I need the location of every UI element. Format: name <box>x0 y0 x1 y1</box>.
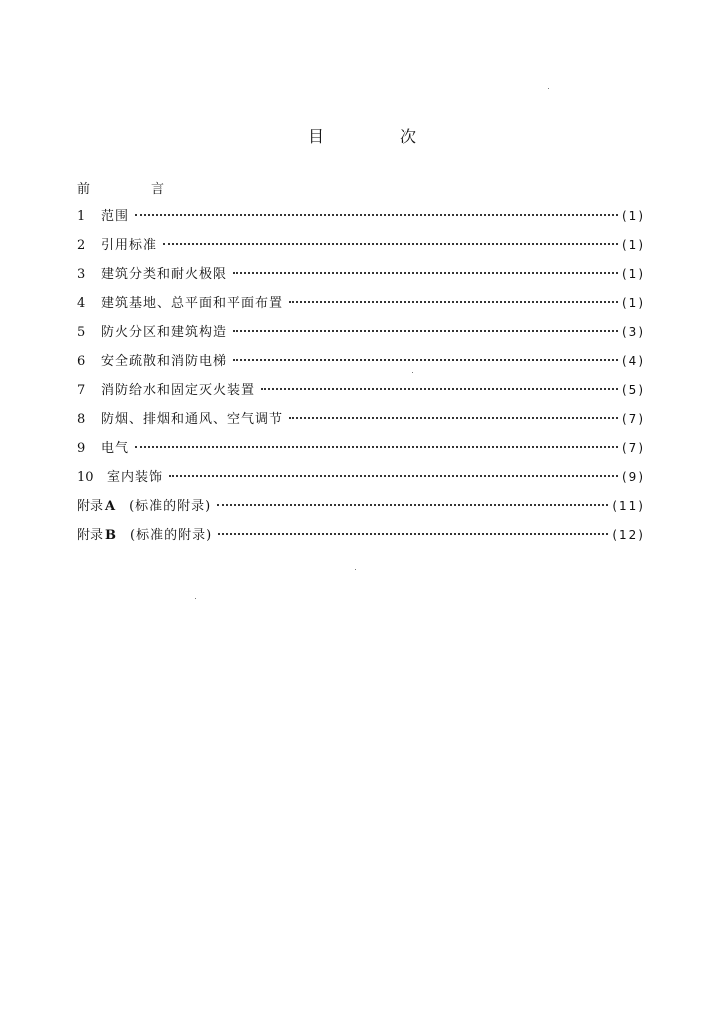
toc-appendix-label: (标准的附录) <box>129 499 212 514</box>
toc-leader-dots <box>217 503 608 506</box>
scan-speck <box>355 569 356 570</box>
scan-speck <box>548 88 549 89</box>
toc-entry-label: 建筑基地、总平面和平面布置 <box>101 296 284 311</box>
toc-leader-dots <box>233 358 618 361</box>
toc-appendix-letter: B <box>105 528 117 543</box>
toc-leader-dots <box>163 242 618 245</box>
toc-entry-number: 5 <box>77 325 86 340</box>
toc-entry-page: (1) <box>622 209 645 223</box>
toc-entry-number: 1 <box>77 209 86 224</box>
scan-speck <box>412 372 413 373</box>
toc-entry-label: 防火分区和建筑构造 <box>101 325 228 340</box>
toc-entry-label: 室内装饰 <box>107 470 164 485</box>
toc-entry-number: 8 <box>77 412 86 427</box>
toc-entry-4[interactable] <box>77 293 645 322</box>
toc-entry-page: (1) <box>622 267 645 281</box>
toc-preface: 前 言 <box>77 182 189 197</box>
toc-entry-page: (1) <box>622 296 645 310</box>
toc-entry-label: 防烟、排烟和通风、空气调节 <box>101 412 284 427</box>
toc-leader-dots <box>261 387 618 390</box>
toc-leader-dots <box>135 213 618 216</box>
toc-entry-number: 7 <box>77 383 86 398</box>
toc-entry-number: 3 <box>77 267 86 282</box>
toc-entry-page: (9) <box>622 470 645 484</box>
toc-entry-number: 9 <box>77 441 86 456</box>
toc-appendix-heading <box>77 526 116 546</box>
toc-appendix-label: (标准的附录) <box>130 528 213 543</box>
toc-appendix-prefix: 附录 <box>77 528 104 543</box>
toc-leader-dots <box>289 300 618 303</box>
toc-entry-label: 消防给水和固定灭火装置 <box>101 383 256 398</box>
toc-entry-10[interactable] <box>77 467 645 496</box>
toc-leader-dots <box>289 416 618 419</box>
toc-appendix-page: (11) <box>612 499 645 513</box>
toc-entry-label: 范围 <box>101 209 130 224</box>
toc-entry-3[interactable] <box>77 264 645 293</box>
toc-entry-label: 安全疏散和消防电梯 <box>101 354 228 369</box>
toc-appendix-a[interactable] <box>77 496 645 525</box>
toc-leader-dots <box>135 445 618 448</box>
toc-entry-5[interactable] <box>77 322 645 351</box>
toc-entry-page: (5) <box>622 383 645 397</box>
toc-entry-label: 引用标准 <box>101 238 158 253</box>
toc-entry-label: 建筑分类和耐火极限 <box>101 267 228 282</box>
toc-leader-dots <box>218 532 608 535</box>
toc-entry-2[interactable] <box>77 235 645 264</box>
toc-appendix-heading <box>77 497 115 517</box>
toc-entry-6[interactable] <box>77 351 645 380</box>
toc-entry-page: (3) <box>622 325 645 339</box>
toc-entry-number: 10 <box>77 470 94 485</box>
toc-appendix-letter: A <box>105 499 116 514</box>
table-of-contents <box>77 206 645 554</box>
toc-entry-page: (7) <box>622 441 645 455</box>
page-title: 目 次 <box>307 127 446 146</box>
toc-entry-8[interactable] <box>77 409 645 438</box>
toc-entry-page: (7) <box>622 412 645 426</box>
toc-entry-9[interactable] <box>77 438 645 467</box>
toc-entry-number: 2 <box>77 238 86 253</box>
toc-appendix-page: (12) <box>612 528 645 542</box>
scan-speck <box>195 598 196 599</box>
toc-appendix-b[interactable] <box>77 525 645 554</box>
toc-entry-label: 电气 <box>101 441 130 456</box>
toc-entry-1[interactable] <box>77 206 645 235</box>
toc-leader-dots <box>233 329 618 332</box>
toc-appendix-prefix: 附录 <box>77 499 104 514</box>
toc-entry-7[interactable] <box>77 380 645 409</box>
toc-entry-number: 6 <box>77 354 86 369</box>
toc-entry-page: (1) <box>622 238 645 252</box>
toc-leader-dots <box>233 271 618 274</box>
toc-entry-number: 4 <box>77 296 86 311</box>
toc-entry-page: (4) <box>622 354 645 368</box>
toc-leader-dots <box>169 474 618 477</box>
